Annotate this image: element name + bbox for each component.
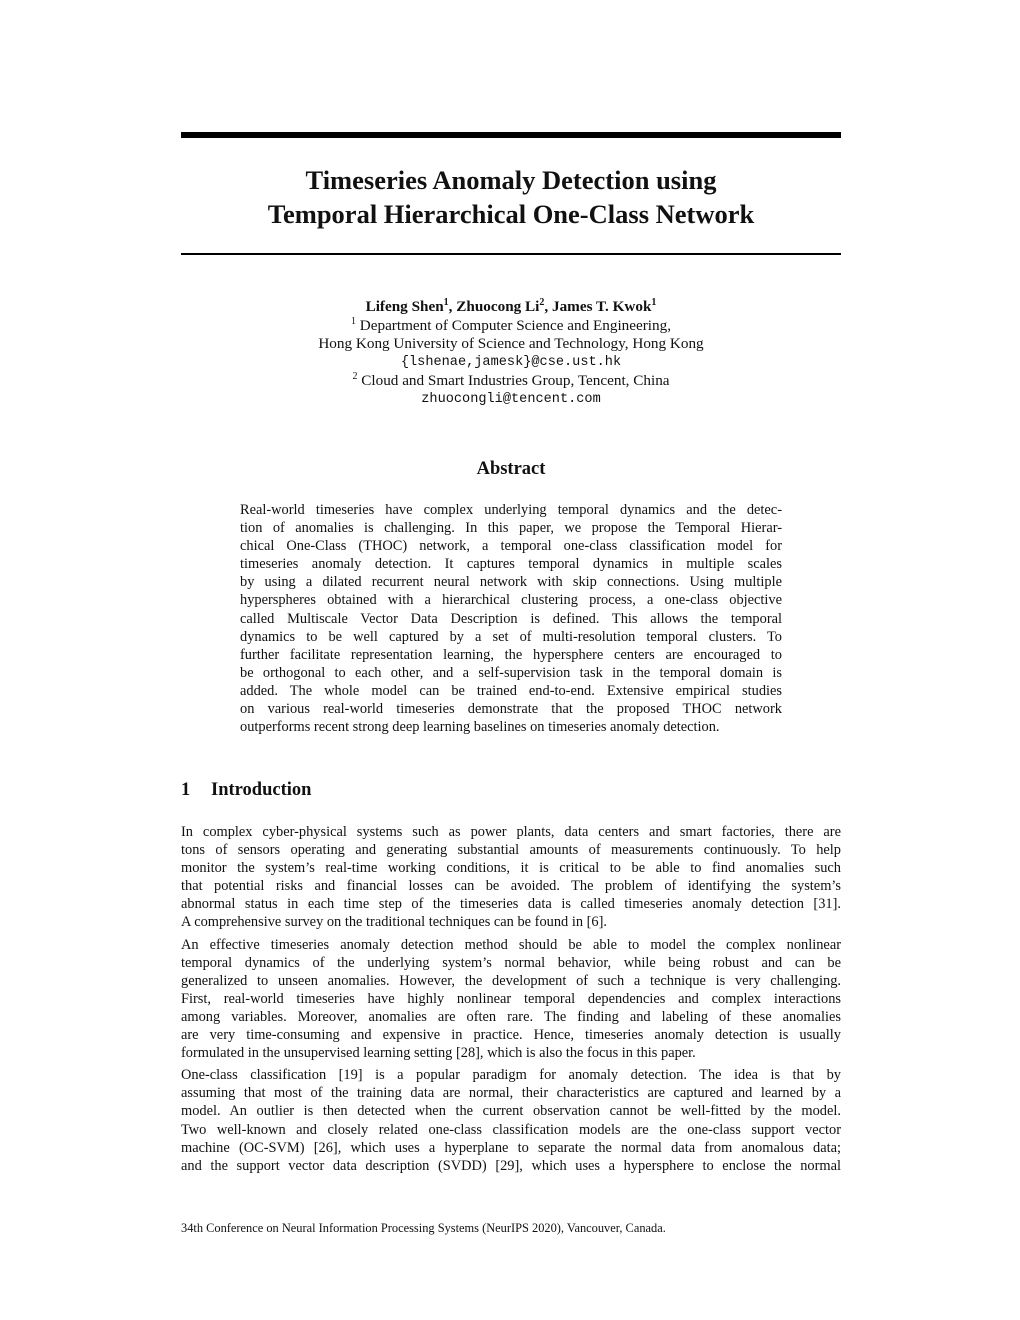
- text-line: One-class classification [19] is a popular paradigm for anomaly detection. The idea is that by: [181, 1067, 841, 1084]
- section-title: Introduction: [211, 780, 312, 800]
- text-line: model. An outlier is then detected when the current observation cannot be well-fitted by the model.: [181, 1103, 841, 1120]
- abstract-heading: Abstract: [476, 459, 546, 479]
- text-line: are very time-consuming and expensive in practice. Hence, timeseries anomaly detection is usually: [181, 1027, 841, 1044]
- author-name: Lifeng Shen: [365, 298, 444, 315]
- affiliation-mark: 1: [350, 315, 356, 327]
- text-line: An effective timeseries anomaly detection method should be able to model the complex nonlinear: [181, 936, 841, 953]
- author-name: Zhuocong Li: [456, 298, 540, 315]
- text-line: among variables. Moreover, anomalies are often rare. The finding and labeling of these anomalies: [181, 1008, 841, 1025]
- paragraph: [181, 936, 841, 1063]
- author-names: [181, 298, 841, 317]
- affiliation-2: [181, 372, 841, 391]
- text-line: machine (OC-SVM) [26], which uses a hyperplane to separate the normal data from anomalous data;: [181, 1139, 841, 1156]
- affiliation-mark: 2: [352, 371, 358, 383]
- text-line: First, real-world timeseries have highly nonlinear temporal dependencies and complex interactions: [181, 990, 841, 1007]
- text-line: formulated in the unsupervised learning setting [28], which is also the focus in this paper.: [181, 1045, 696, 1062]
- paper-title: [181, 163, 841, 231]
- author-email: {lshenae,jamesk}@cse.ust.hk: [400, 354, 622, 370]
- title-top-rule: [181, 132, 841, 138]
- text-line: and the support vector data description (SVDD) [29], which uses a hypersphere to enclose the normal: [181, 1157, 841, 1174]
- text-line: tons of sensors operating and generating substantial amounts of measurements continuously. To help: [181, 842, 841, 859]
- text-line: generalized to unseen anomalies. However, the development of such a technique is very challenging.: [181, 972, 841, 989]
- abstract-line: on various real-world timeseries demonstrate that the proposed THOC network: [240, 701, 782, 718]
- author-name: James T. Kwok: [551, 298, 652, 315]
- text-line: monitor the system’s real-time working conditions, it is critical to be able to find anomalies such: [181, 860, 841, 877]
- text-line: In complex cyber-physical systems such as power plants, data centers and smart factories, there are: [181, 824, 841, 840]
- affiliation-mark: 2: [539, 296, 545, 308]
- title-line: Timeseries Anomaly Detection using: [305, 165, 717, 195]
- abstract-line: outperforms recent strong deep learning baselines on timeseries anomaly detection.: [240, 719, 720, 736]
- title-bottom-rule: [181, 253, 841, 255]
- author-block: [181, 298, 841, 410]
- author-separator: ,: [448, 298, 457, 315]
- abstract-line: chical One-Class (THOC) network, a temporal one-class classification model for: [240, 538, 782, 555]
- conference-footnote: 34th Conference on Neural Information Processing Systems (NeurIPS 2020), Vancouver, Canada.: [181, 1221, 666, 1235]
- text-line: A comprehensive survey on the traditional techniques can be found in [6].: [181, 914, 607, 931]
- affiliation-text: Department of Computer Science and Engineering,: [355, 316, 672, 334]
- abstract-line: tion of anomalies is challenging. In this paper, we propose the Temporal Hierar-: [240, 520, 782, 537]
- abstract-body: [240, 501, 782, 736]
- paragraph: [181, 1066, 841, 1175]
- affiliation-1: [181, 317, 841, 336]
- abstract-line: be orthogonal to each other, and a self-supervision task in the temporal domain is: [240, 664, 782, 681]
- abstract-line: hyperspheres obtained with a hierarchical clustering process, a one-class objective: [240, 592, 782, 609]
- text-line: Two well-known and closely related one-class classification models are the one-class support vector: [181, 1121, 841, 1138]
- paragraph: [181, 823, 841, 932]
- text-line: temporal dynamics of the underlying system’s normal behavior, while being robust and can be: [181, 954, 841, 971]
- author-separator: ,: [544, 298, 552, 315]
- abstract-line: added. The whole model can be trained end-to-end. Extensive empirical studies: [240, 682, 782, 699]
- text-line: assuming that most of the training data are normal, their characteristics are captured and learned by a: [181, 1085, 841, 1102]
- section-heading: [181, 780, 311, 801]
- section-number: 1: [181, 780, 191, 800]
- abstract-line: dynamics to be well captured by a set of multi-resolution temporal clusters. To: [240, 628, 782, 645]
- abstract-line: further facilitate representation learning, the hypersphere centers are encouraged to: [240, 646, 782, 663]
- abstract-line: by using a dilated recurrent neural network with skip connections. Using multiple: [240, 574, 782, 591]
- text-line: abnormal status in each time step of the timeseries data is called timeseries anomaly detection [31].: [181, 896, 841, 913]
- abstract-line: Real-world timeseries have complex underlying temporal dynamics and the detec-: [240, 502, 782, 518]
- affiliation-1-institution: Hong Kong University of Science and Technology, Hong Kong: [318, 335, 704, 353]
- author-email: zhuocongli@tencent.com: [421, 391, 601, 407]
- abstract-line: timeseries anomaly detection. It captures temporal dynamics in multiple scales: [240, 556, 782, 573]
- abstract-line: called Multiscale Vector Data Description is defined. This allows the temporal: [240, 610, 782, 627]
- affiliation-mark: 1: [651, 296, 657, 308]
- text-line: that potential risks and financial losses can be avoided. The problem of identifying the system’s: [181, 878, 841, 895]
- affiliation-text: Cloud and Smart Industries Group, Tencent, China: [357, 372, 670, 390]
- introduction-body: [181, 823, 841, 1179]
- affiliation-mark: 1: [443, 296, 449, 308]
- title-line: Temporal Hierarchical One-Class Network: [267, 199, 755, 229]
